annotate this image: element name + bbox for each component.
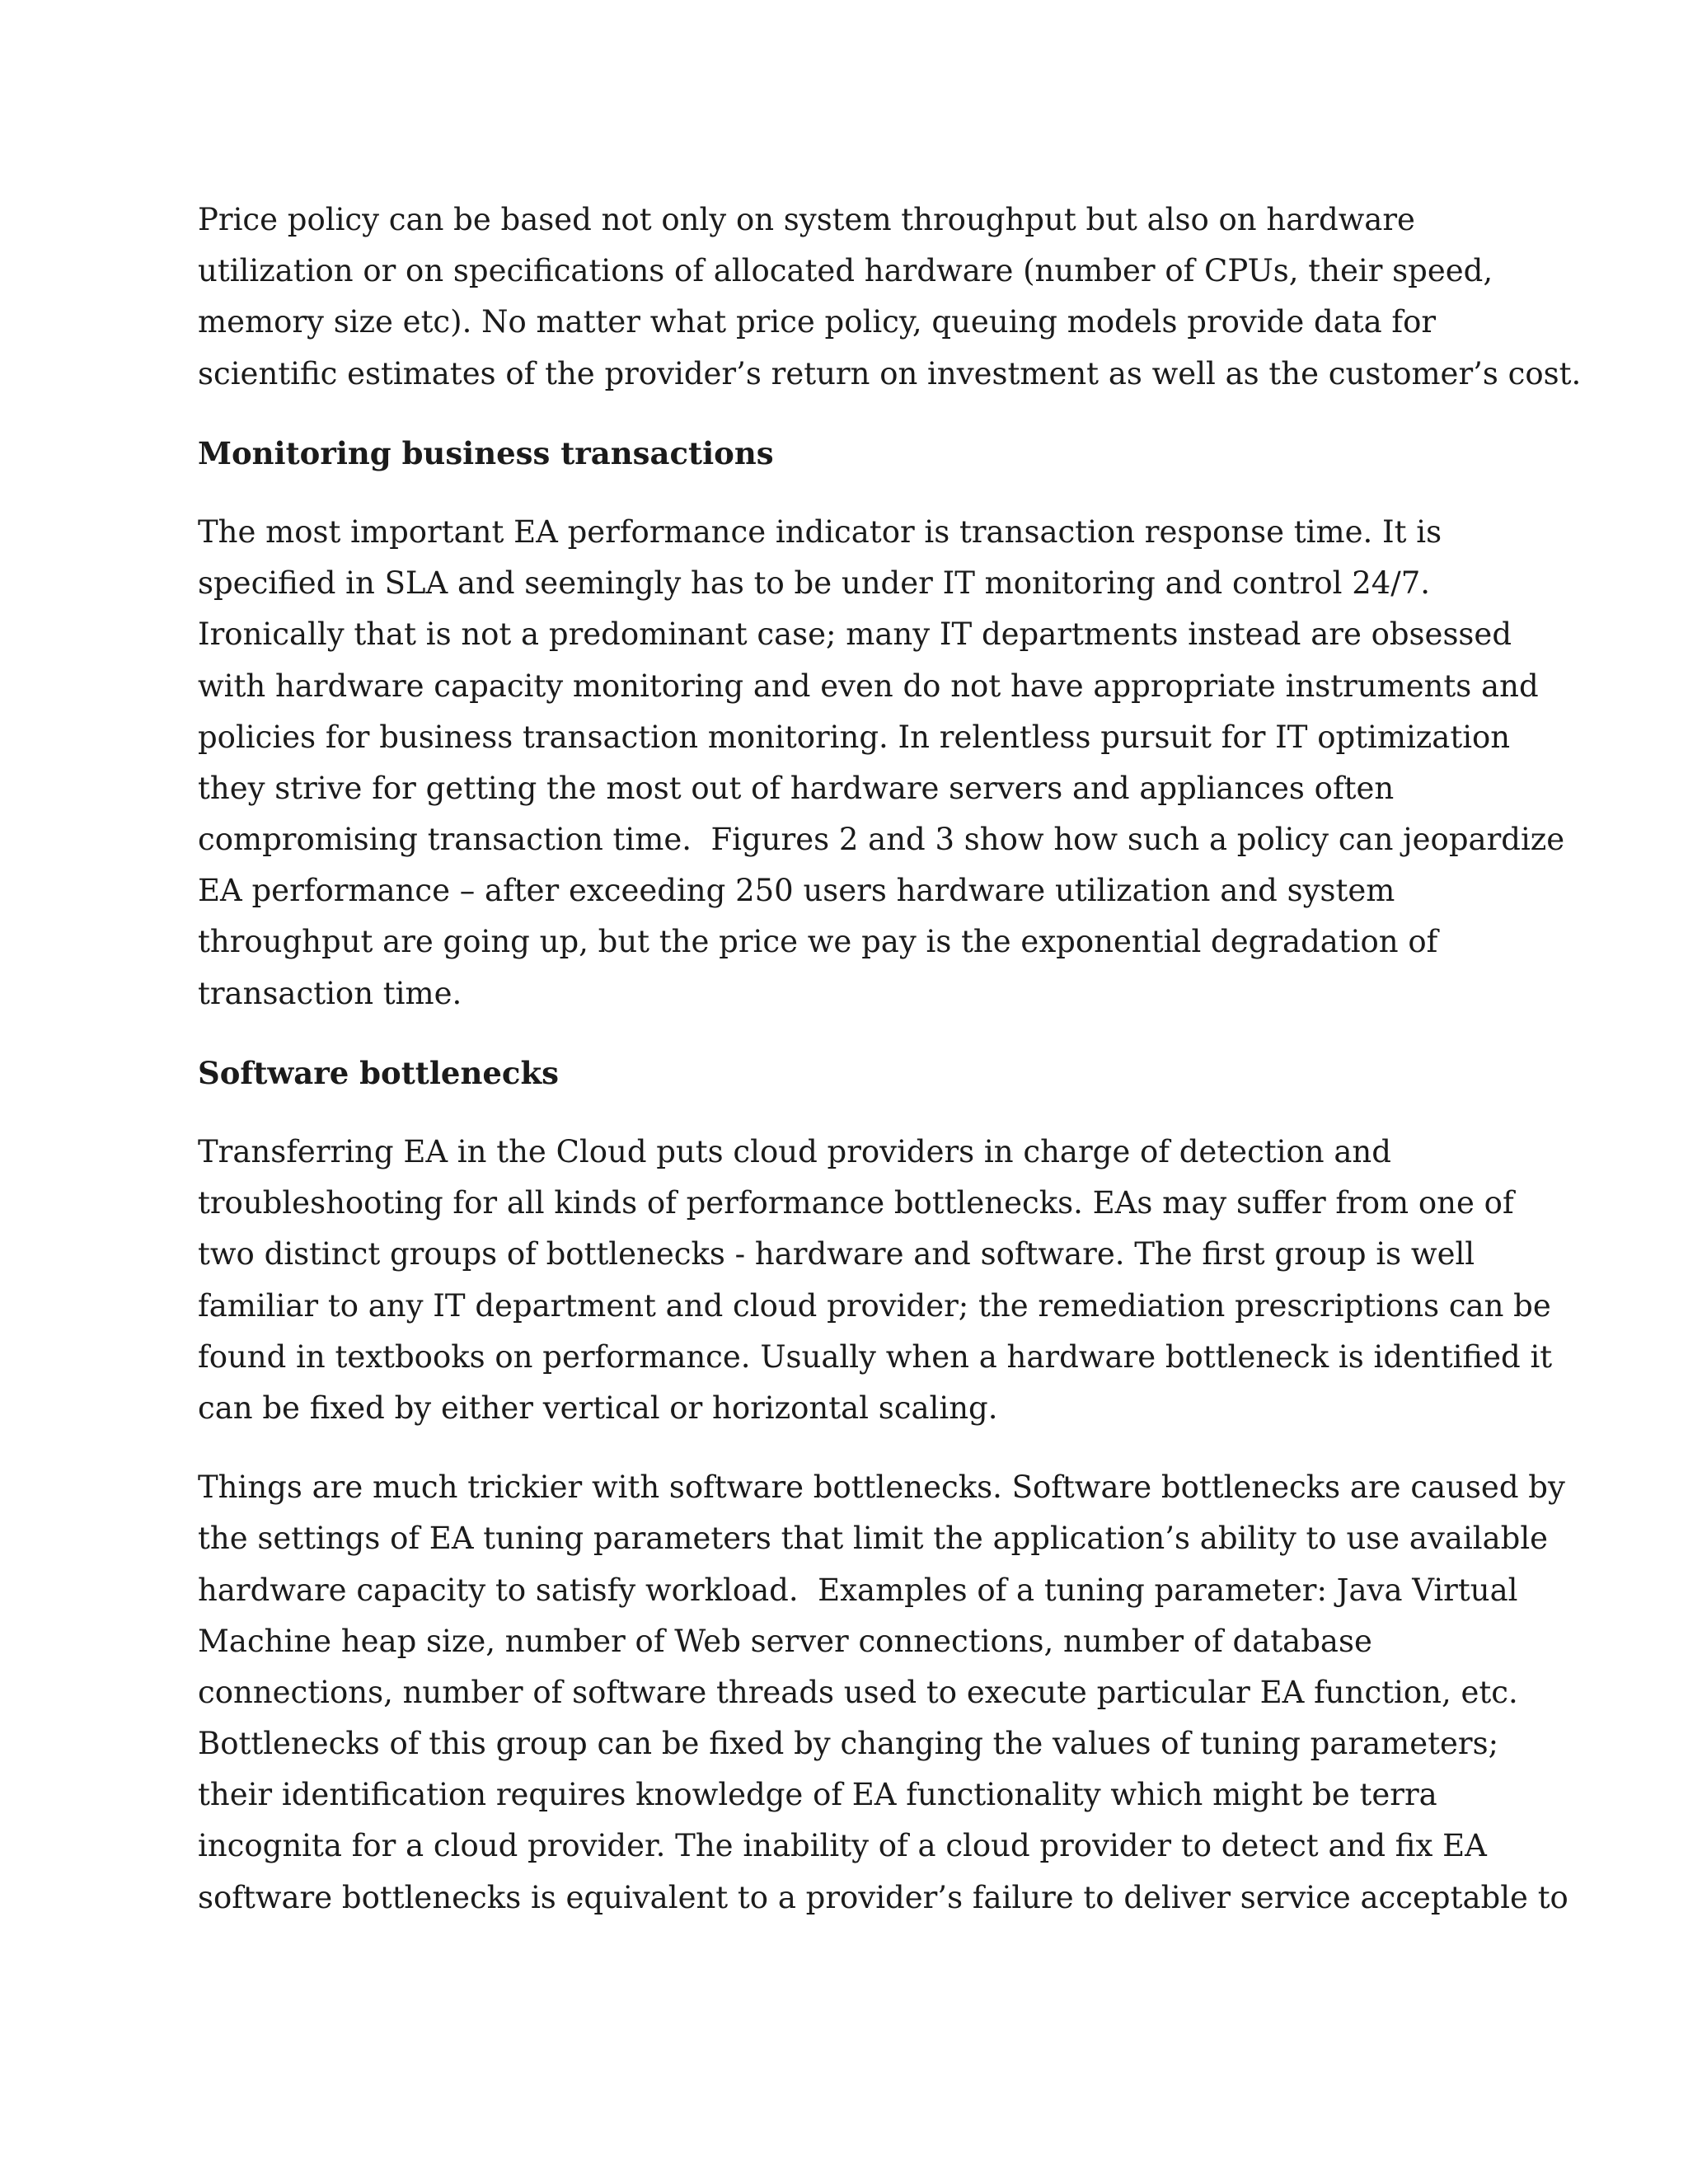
text-line: the settings of EA tuning parameters that limit the application’s ability to use available [198, 1521, 1549, 1557]
text-line: memory size etc). No matter what price policy, queuing models provide data for [198, 304, 1437, 340]
paragraph-transferring-ea [198, 1127, 1553, 1434]
text-line: two distinct groups of bottlenecks - hardware and software. The first group is well [198, 1236, 1475, 1272]
text-line: familiar to any IT department and cloud provider; the remediation prescriptions can be [198, 1287, 1551, 1324]
text-line: with hardware capacity monitoring and even do not have appropriate instruments and [198, 668, 1539, 704]
page-body [198, 194, 1582, 1952]
text-line: Bottlenecks of this group can be fixed by changing the values of tuning parameters; [198, 1726, 1499, 1762]
paragraph-monitoring [198, 507, 1565, 1019]
text-line: transaction time. [198, 975, 462, 1011]
text-line: scientific estimates of the provider’s return on investment as well as the customer’s cost. [198, 355, 1582, 391]
text-line: incognita for a cloud provider. The inability of a cloud provider to detect and fix EA [198, 1828, 1487, 1864]
text-line: The most important EA performance indicator is transaction response time. It is [198, 513, 1442, 550]
text-line: throughput are going up, but the price we pay is the exponential degradation of [198, 924, 1438, 960]
paragraph-software-bottlenecks [198, 1462, 1568, 1924]
paragraph-price-policy [198, 194, 1582, 400]
text-line: their identification requires knowledge of EA functionality which might be terra [198, 1777, 1437, 1813]
section-heading-software-bottlenecks: Software bottlenecks [198, 1054, 559, 1091]
text-line: Things are much trickier with software bottlenecks. Software bottlenecks are caused by [198, 1469, 1565, 1506]
text-line: Transferring EA in the Cloud puts cloud providers in charge of detection and [198, 1134, 1391, 1170]
text-line: they strive for getting the most out of hardware servers and appliances often [198, 770, 1395, 806]
text-line: EA performance – after exceeding 250 users hardware utilization and system [198, 873, 1395, 909]
text-line: hardware capacity to satisfy workload. Examples of a tuning parameter: Java Virtual [198, 1572, 1518, 1608]
text-line: Ironically that is not a predominant case; many IT departments instead are obsessed [198, 616, 1512, 653]
text-line: specified in SLA and seemingly has to be under IT monitoring and control 24/7. [198, 565, 1431, 602]
text-line: Machine heap size, number of Web server connections, number of database [198, 1623, 1372, 1659]
text-line: troubleshooting for all kinds of performance bottlenecks. EAs may suffer from one of [198, 1185, 1514, 1221]
text-line: policies for business transaction monitoring. In relentless pursuit for IT optimization [198, 719, 1511, 755]
section-heading-monitoring: Monitoring business transactions [198, 434, 774, 471]
text-line: can be fixed by either vertical or horizontal scaling. [198, 1390, 998, 1426]
text-line: found in textbooks on performance. Usually when a hardware bottleneck is identified it [198, 1338, 1553, 1375]
text-line: compromising transaction time. Figures 2 and 3 show how such a policy can jeopardize [198, 822, 1565, 858]
text-line: software bottlenecks is equivalent to a provider’s failure to deliver service acceptable to [198, 1879, 1568, 1915]
text-line: connections, number of software threads used to execute particular EA function, etc. [198, 1674, 1518, 1710]
text-line: Price policy can be based not only on system throughput but also on hardware [198, 202, 1415, 237]
text-line: utilization or on specifications of allocated hardware (number of CPUs, their speed, [198, 253, 1493, 289]
